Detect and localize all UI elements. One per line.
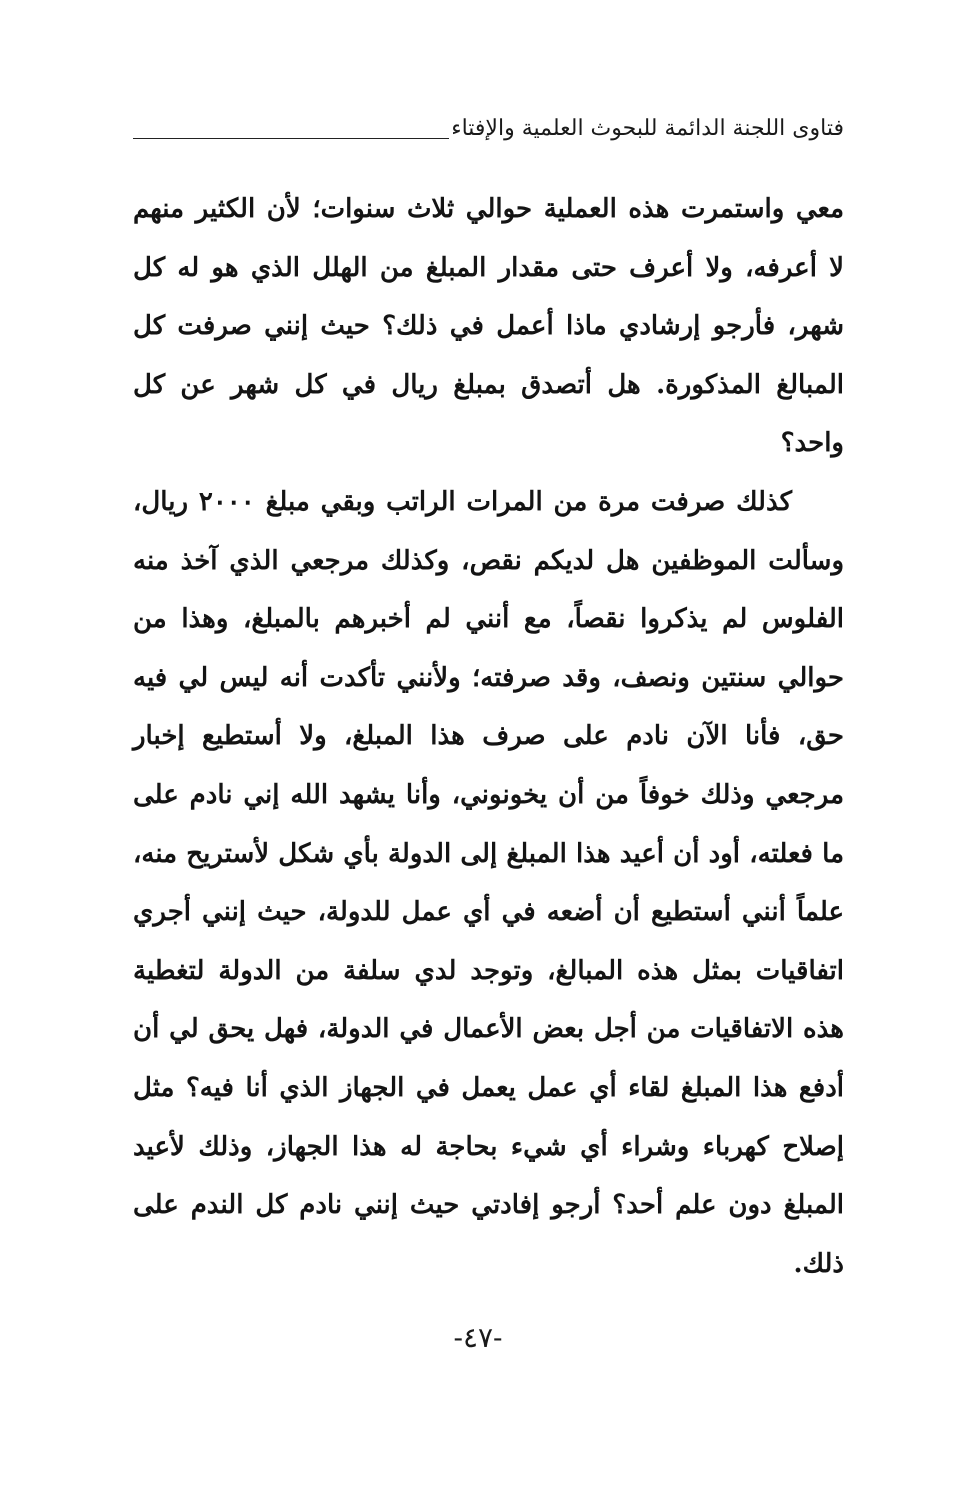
header-rule [133,138,449,139]
running-header [133,108,844,144]
paragraph: كذلك صرفت مرة من المرات الراتب وبقي مبلغ ٢٠٠٠ ريال، وسألت الموظفين هل لديكم نقص، وكذلك مرجعي الذي آخذ منه الفلوس لم يذكروا نقصاً، مع أنني لم أخبرهم بالمبلغ، وهذا من حوالي سنتين ونصف، وقد صرفته؛ ولأنني تأكدت أنه ليس لي فيه حق، فأنا الآن نادم على صرف هذا المبلغ، ولا أستطيع إخبار مرجعي وذلك خوفاً من أن يخونوني، وأنا يشهد الله إني نادم على ما فعلته، أود أن أعيد هذا المبلغ إلى الدولة بأي شكل لأستريح منه، علماً أنني أستطيع أن أضعه في أي عمل للدولة، حيث إنني أجري اتفاقيات بمثل هذه المبالغ، وتوجد لدي سلفة من الدولة لتغطية هذه الاتفاقيات من أجل بعض الأعمال في الدولة، فهل يحق لي أن أدفع هذا المبلغ لقاء أي عمل يعمل في الجهاز الذي أنا فيه؟ مثل إصلاح كهرباء وشراء أي شيء بحاجة له هذا الجهاز، وذلك لأعيد المبلغ دون علم أحد؟ أرجو إفادتي حيث إنني نادم كل الندم على ذلك. [133,486,844,1279]
running-header-title: فتاوى اللجنة الدائمة للبحوث العلمية والإفتاء [451,116,844,141]
page-number: -٤٧- [453,1321,503,1354]
body-text [133,180,844,1293]
paragraph-continuation: معي واستمرت هذه العملية حوالي ثلاث سنوات؛ لأن الكثير منهم لا أعرفه، ولا أعرف حتى مقدار المبلغ من الهلل الذي هو له كل شهر، فأرجو إرشادي ماذا أعمل في ذلك؟ حيث إنني صرفت كل المبالغ المذكورة. هل أتصدق بمبلغ ريال في كل شهر عن كل واحد؟ [133,194,844,459]
